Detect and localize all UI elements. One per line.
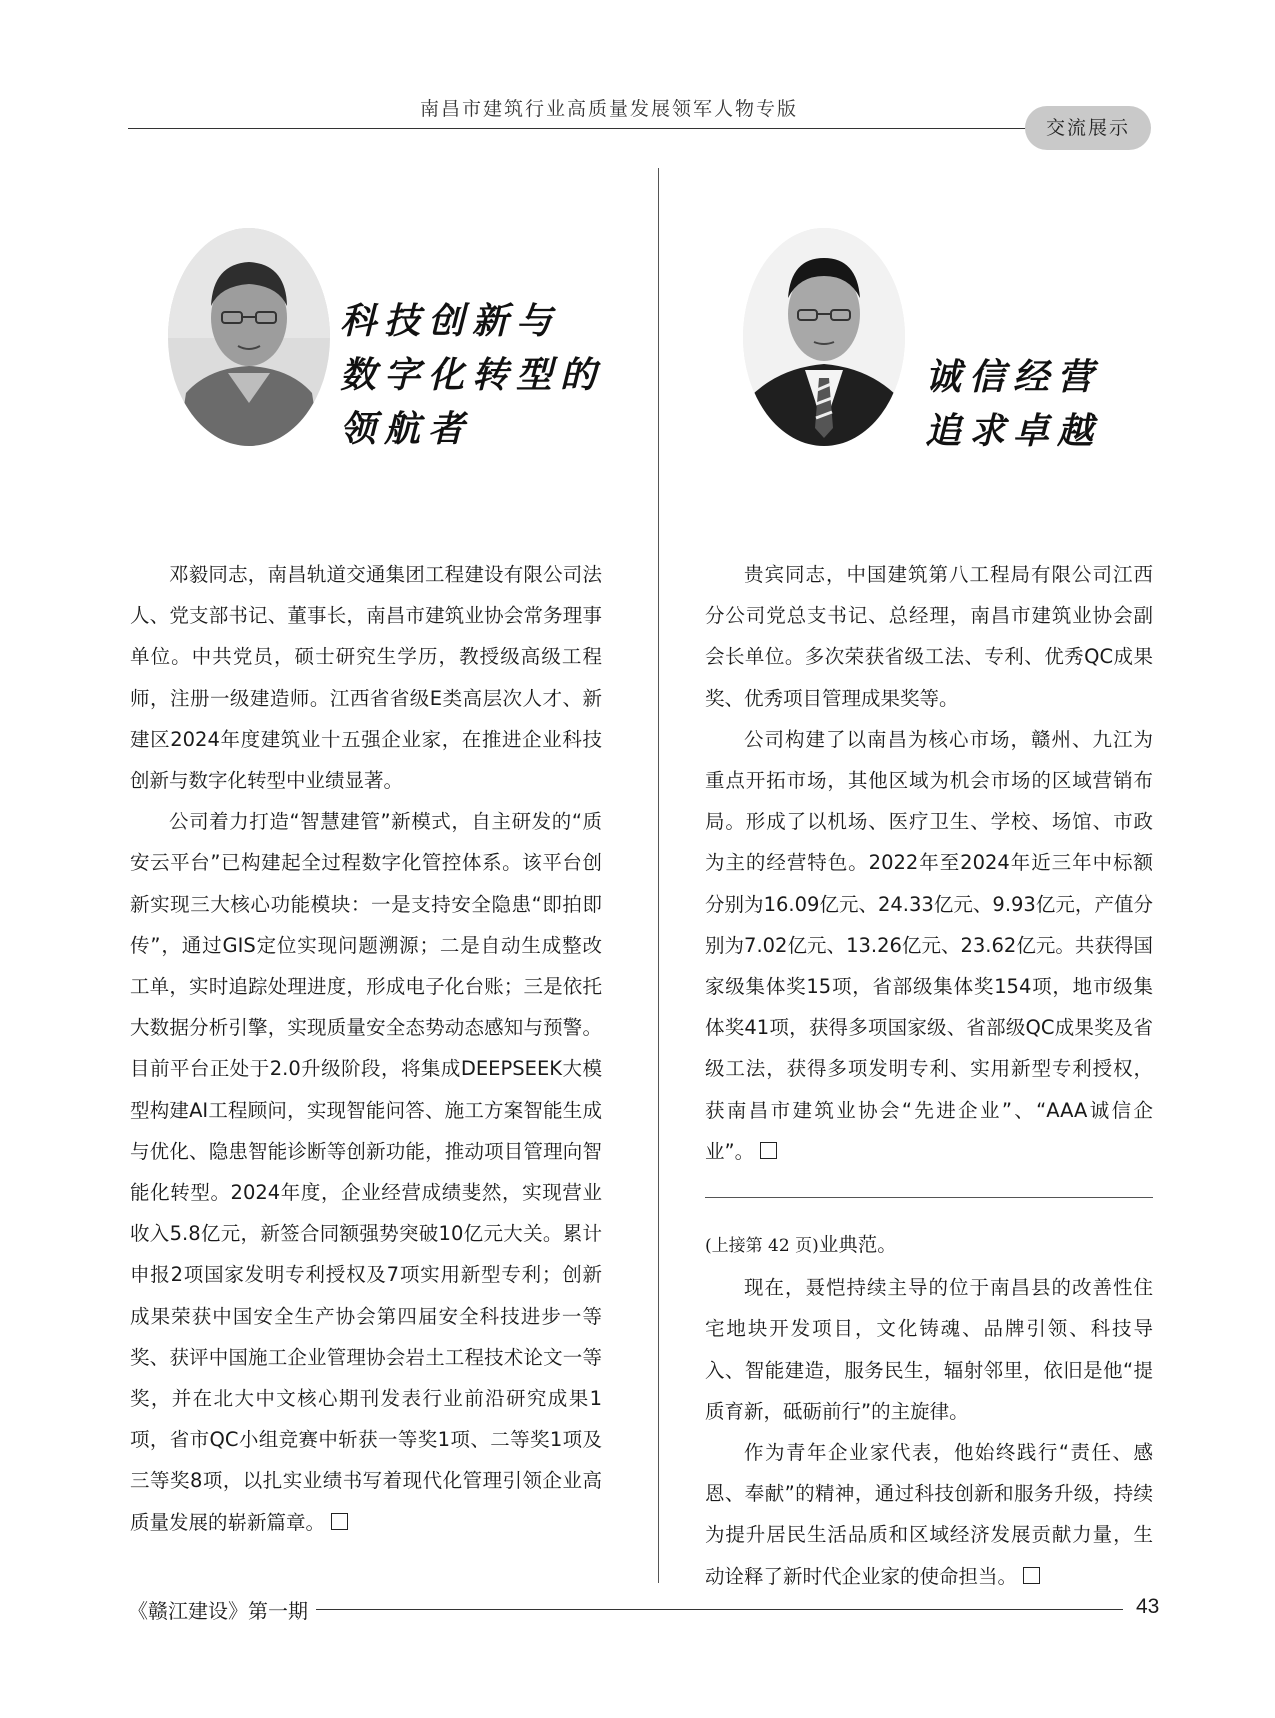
continued-article-paragraph <box>705 1432 1153 1597</box>
left-article-paragraph: 邓毅同志，南昌轨道交通集团工程建设有限公司法人、党支部书记、董事长，南昌市建筑业协会常务理事单位。中共党员，硕士研究生学历，教授级高级工程师，注册一级建造师。江西省省级E类高层次人才、新建区2024年度建筑业十五强企业家，在推进企业科技创新与数字化转型中业绩显著。 <box>130 563 602 793</box>
continuation-lead <box>705 1224 1153 1267</box>
right-headline <box>925 350 1101 458</box>
right-article-paragraph <box>705 719 1153 1172</box>
continuation-separator <box>705 1197 1153 1198</box>
portrait-right-illustration <box>743 228 905 446</box>
left-article-paragraph-text: 公司着力打造“智慧建管”新模式，自主研发的“质安云平台”已构建起全过程数字化管控体系。该平台创新实现三大核心功能模块：一是支持安全隐患“即拍即传”，通过GIS定位实现问题溯源；二是自动生成整改工单，实时追踪处理进度，形成电子化台账；三是依托大数据分析引擎，实现质量安全态势动态感知与预警。目前平台正处于2.0升级阶段，将集成DEEPSEEK大模型构建AI工程顾问，实现智能问答、施工方案智能生成与优化、隐患智能诊断等创新功能，推动项目管理向智能化转型。2024年度，企业经营成绩斐然，实现营业收入5.8亿元，新签合同额强势突破10亿元大关。累计申报2项国家发明专利授权及7项实用新型专利；创新成果荣获中国安全生产协会第四届安全科技进步一等奖、获评中国施工企业管理协会岩土工程技术论文一等奖，并在北大中文核心期刊发表行业前沿研究成果1项，省市QC小组竞赛中斩获一等奖1项、二等奖1项及三等奖8项，以扎实业绩书写着现代化管理引领企业高质量发展的崭新篇章。 <box>130 810 602 1534</box>
right-article <box>705 554 1153 1172</box>
continued-article <box>705 1224 1153 1597</box>
publication-name: 《赣江建设》第一期 <box>128 1595 316 1624</box>
continued-article-paragraph: 现在，聂恺持续主导的位于南昌县的改善性住宅地块开发项目，文化铸魂、品牌引领、科技导入、智能建造，服务民生，辐射邻里，依旧是他“提质育新，砥砺前行”的主旋律。 <box>705 1276 1153 1423</box>
right-headline-line: 诚信经营 <box>925 356 1102 398</box>
running-header-title: 南昌市建筑行业高质量发展领军人物专版 <box>420 98 799 120</box>
end-mark-icon <box>760 1142 777 1159</box>
right-headline-line: 追求卓越 <box>925 410 1102 452</box>
portrait-photo-right <box>743 228 905 446</box>
continued-article-paragraph-text: 作为青年企业家代表，他始终践行“责任、感恩、奉献”的精神，通过科技创新和服务升级，持续为提升居民生活品质和区域经济发展贡献力量，生动诠释了新时代企业家的使命担当。 <box>705 1441 1153 1588</box>
left-headline-line: 领航者 <box>340 408 473 450</box>
left-article-paragraph <box>130 801 602 1543</box>
portrait-left-illustration <box>168 228 330 446</box>
right-article-paragraph: 贵宾同志，中国建筑第八工程局有限公司江西分公司党总支书记、总经理，南昌市建筑业协会副会长单位。多次荣获省级工法、专利、优秀QC成果奖、优秀项目管理成果奖等。 <box>705 563 1153 710</box>
left-headline-line: 科技创新与 <box>340 300 561 342</box>
continuation-lead-text: 业典范。 <box>818 1233 897 1256</box>
left-article <box>130 554 602 1543</box>
left-headline <box>340 294 604 456</box>
page-number: 43 <box>1128 1595 1159 1619</box>
continued-from-note: (上接第 42 页) <box>705 1236 819 1256</box>
end-mark-icon <box>1023 1567 1040 1584</box>
column-divider <box>658 168 659 1583</box>
section-tab: 交流展示 <box>1025 106 1151 150</box>
portrait-photo-left <box>168 228 330 446</box>
end-mark-icon <box>331 1513 348 1530</box>
header-rule <box>128 128 1028 129</box>
right-article-paragraph-text: 公司构建了以南昌为核心市场，赣州、九江为重点开拓市场，其他区域为机会市场的区域营销布局。形成了以机场、医疗卫生、学校、场馆、市政为主的经营特色。2022年至2024年近三年中标额分别为16.09亿元、24.33亿元、9.93亿元，产值分别为7.02亿元、13.26亿元、23.62亿元。共获得国家级集体奖15项，省部级集体奖154项，地市级集体奖41项，获得多项国家级、省部级QC成果奖及省级工法，获得多项发明专利、实用新型专利授权，获南昌市建筑业协会“先进企业”、“AAA诚信企业”。 <box>705 727 1153 1163</box>
left-headline-line: 数字化转型的 <box>340 354 605 396</box>
